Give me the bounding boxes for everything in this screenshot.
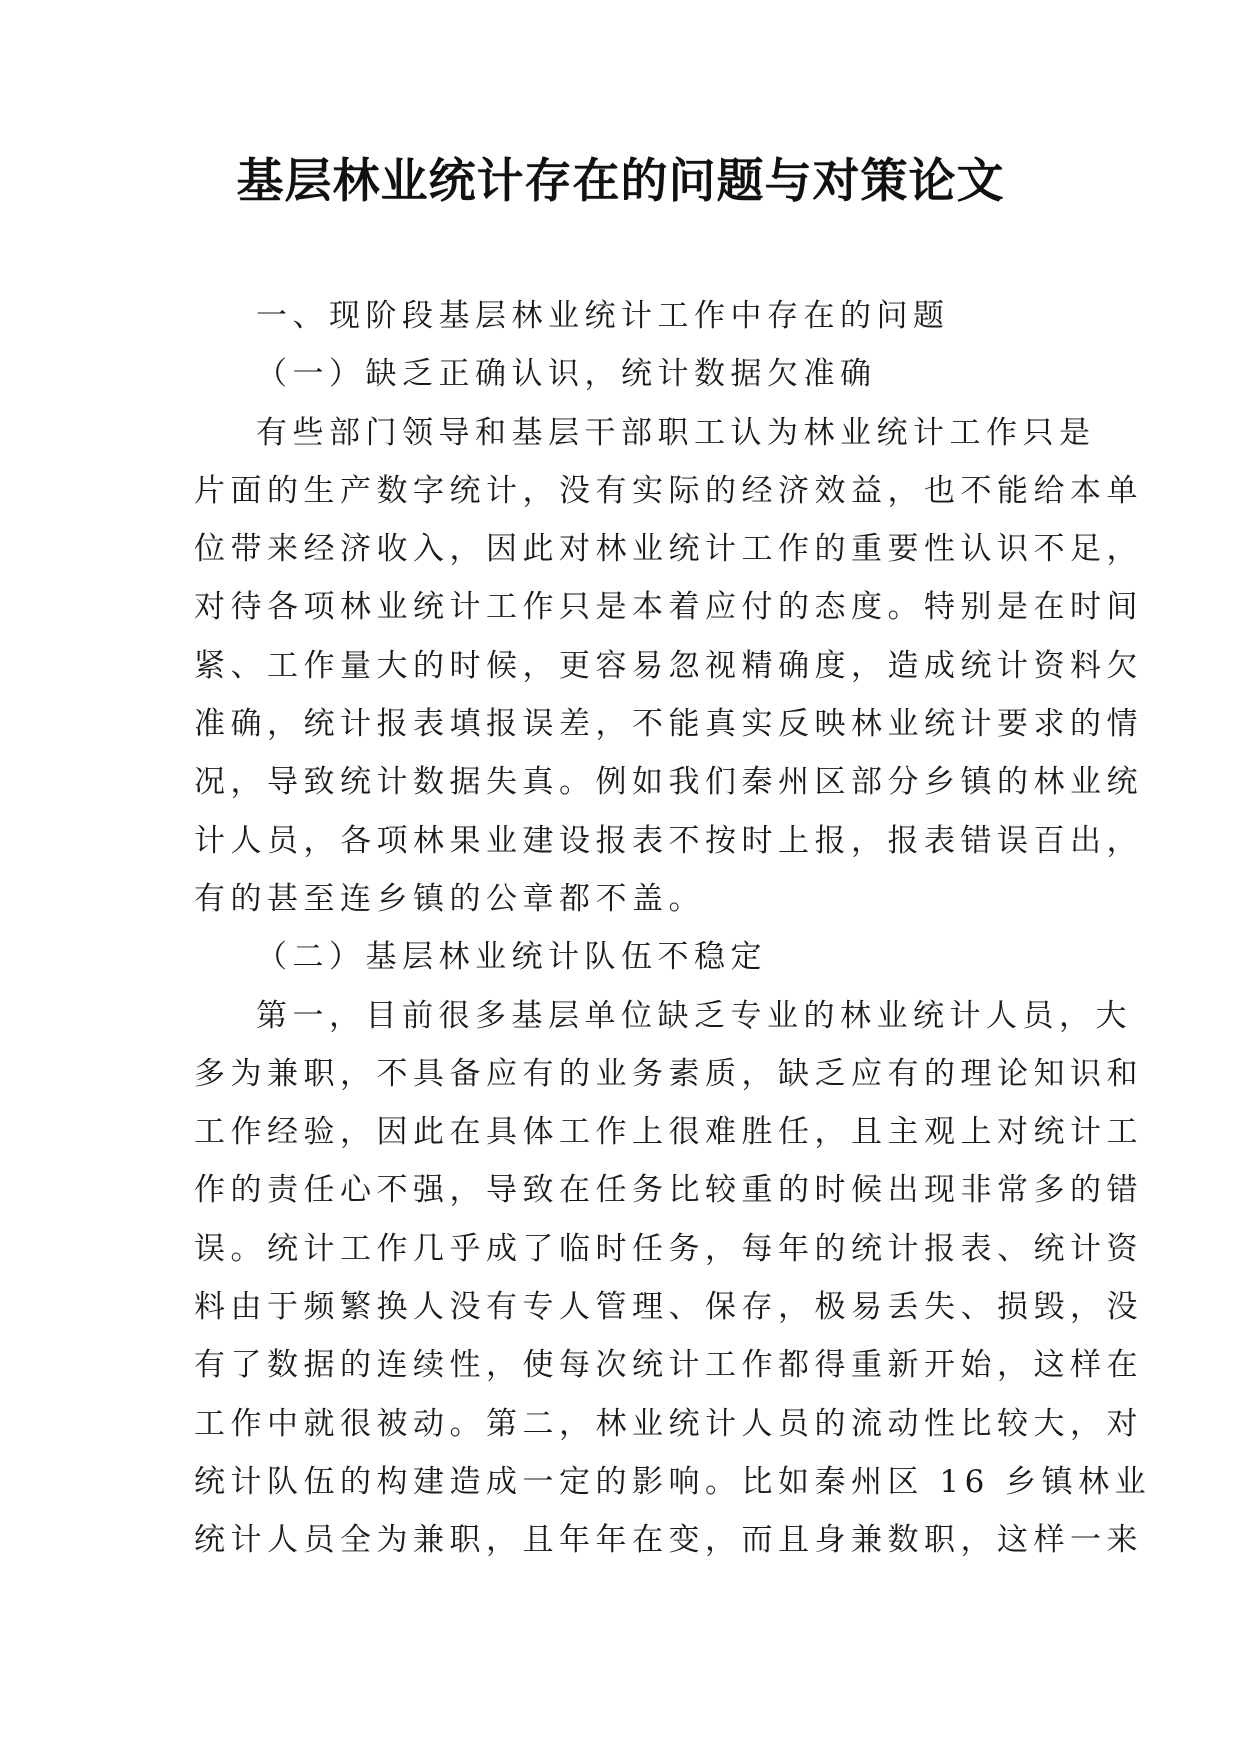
paragraph-line: 有的甚至连乡镇的公章都不盖。 xyxy=(194,880,705,917)
paragraph-line: 有些部门领导和基层干部职工认为林业统计工作只是 xyxy=(256,414,1096,451)
paragraph xyxy=(194,404,1143,929)
paragraph xyxy=(194,987,1152,1570)
paragraph-line: 多为兼职，不具备应有的业务素质，缺乏应有的理论知识和 xyxy=(194,1055,1143,1092)
subsection-heading: （一）缺乏正确认识，统计数据欠准确 xyxy=(256,356,877,393)
paragraph-line: 误。统计工作几乎成了临时任务，每年的统计报表、统计资 xyxy=(194,1230,1143,1267)
section-heading: 一、现阶段基层林业统计工作中存在的问题 xyxy=(256,298,950,334)
paragraph-line: 准确，统计报表填报误差，不能真实反映林业统计要求的情 xyxy=(194,706,1143,743)
paragraph-line: 紧、工作量大的时候，更容易忽视精确度，造成统计资料欠 xyxy=(194,647,1143,684)
paragraph-line: 第一，目前很多基层单位缺乏专业的林业统计人员，大 xyxy=(256,997,1132,1034)
paragraph-line: 有了数据的连续性，使每次统计工作都得重新开始，这样在 xyxy=(194,1347,1143,1384)
document-title: 基层林业统计存在的问题与对策论文 xyxy=(236,154,1005,209)
paragraph-line: 料由于频繁换人没有专人管理、保存，极易丢失、损毁，没 xyxy=(194,1289,1143,1326)
paragraph-line: 作的责任心不强，导致在任务比较重的时候出现非常多的错 xyxy=(194,1172,1143,1209)
document-body xyxy=(194,287,1152,1570)
paragraph-line: 统计人员全为兼职，且年年在变，而且身兼数职，这样一来 xyxy=(194,1522,1143,1559)
subsection-heading: （二）基层林业统计队伍不稳定 xyxy=(256,939,767,976)
paragraph-line: 对待各项林业统计工作只是本着应付的态度。特别是在时间 xyxy=(194,589,1143,626)
paragraph-line: 工作经验，因此在具体工作上很难胜任，且主观上对统计工 xyxy=(194,1114,1143,1151)
paragraph-line: 况，导致统计数据失真。例如我们秦州区部分乡镇的林业统 xyxy=(194,764,1143,801)
paragraph-line: 统计队伍的构建造成一定的影响。比如秦州区 16 乡镇林业 xyxy=(194,1463,1152,1500)
paragraph-line: 片面的生产数字统计，没有实际的经济效益，也不能给本单 xyxy=(194,472,1143,509)
paragraph-line: 位带来经济收入，因此对林业统计工作的重要性认识不足， xyxy=(194,531,1143,568)
paragraph-line: 工作中就很被动。第二，林业统计人员的流动性比较大，对 xyxy=(194,1405,1143,1442)
paragraph-line: 计人员，各项林果业建设报表不按时上报，报表错误百出， xyxy=(194,822,1143,859)
